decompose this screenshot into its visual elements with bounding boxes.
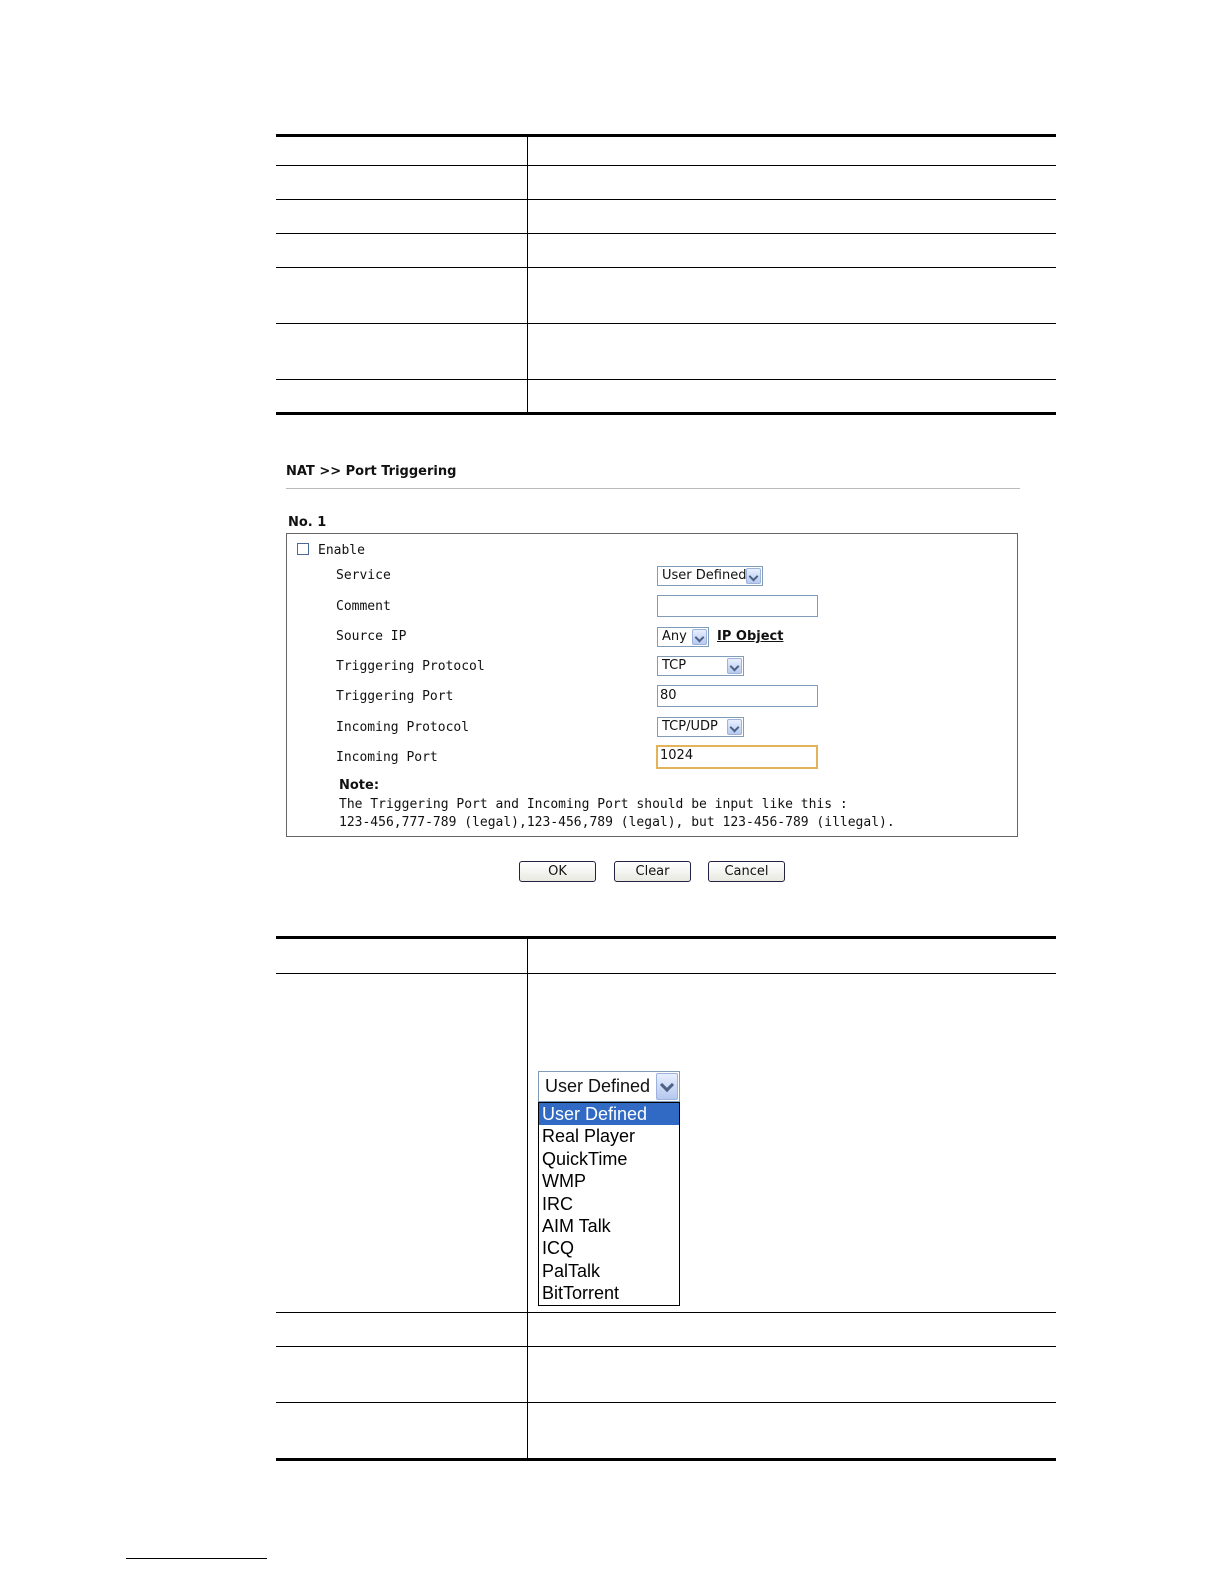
- title-divider: [286, 488, 1020, 489]
- enable-checkbox[interactable]: [297, 543, 309, 555]
- incoming-protocol-select-value: TCP/UDP: [662, 719, 718, 734]
- note-title: Note:: [339, 778, 380, 793]
- dropdown-option-real-player[interactable]: Real Player: [542, 1126, 636, 1147]
- table-row: [276, 323, 1056, 380]
- incoming-protocol-label: Incoming Protocol: [336, 720, 470, 735]
- service-dropdown-value: User Defined: [545, 1076, 651, 1096]
- table-row: [276, 1312, 1056, 1347]
- service-label: Service: [336, 568, 391, 583]
- dropdown-option-user-defined[interactable]: User Defined: [539, 1103, 679, 1125]
- enable-label: Enable: [318, 543, 365, 558]
- dropdown-option-aim-talk[interactable]: AIM Talk: [542, 1215, 611, 1236]
- dropdown-option-wmp[interactable]: WMP: [542, 1171, 586, 1192]
- ok-button[interactable]: OK: [519, 861, 596, 882]
- triggering-protocol-select-value: TCP: [662, 658, 687, 673]
- triggering-port-label: Triggering Port: [336, 689, 454, 704]
- table-row: [276, 233, 1056, 268]
- service-select-value: User Defined: [662, 568, 747, 583]
- dropdown-option-quicktime[interactable]: QuickTime: [542, 1148, 628, 1169]
- table-row: [276, 939, 1056, 974]
- chevron-down-icon: [692, 629, 707, 645]
- table-row: [276, 165, 1056, 200]
- cancel-button[interactable]: Cancel: [708, 861, 785, 882]
- incoming-port-input[interactable]: 1024: [656, 745, 818, 769]
- source-ip-select-value: Any: [662, 629, 687, 644]
- table-column-divider: [527, 137, 528, 413]
- chevron-down-icon: [727, 719, 742, 735]
- table-row: [276, 137, 1056, 166]
- comment-label: Comment: [336, 599, 391, 614]
- top-description-table: [276, 134, 1056, 415]
- chevron-down-icon: [746, 568, 761, 584]
- port-triggering-panel: [286, 533, 1018, 837]
- chevron-down-icon: [727, 658, 742, 674]
- dropdown-option-irc[interactable]: IRC: [542, 1193, 573, 1214]
- clear-button[interactable]: Clear: [614, 861, 691, 882]
- incoming-port-label: Incoming Port: [336, 750, 438, 765]
- table-row: [276, 1402, 1056, 1461]
- note-line-1: The Triggering Port and Incoming Port should be input like this :: [339, 797, 848, 812]
- dropdown-option-icq[interactable]: ICQ: [542, 1238, 575, 1259]
- table-column-divider: [527, 939, 528, 1459]
- chevron-down-icon: [656, 1073, 678, 1100]
- page-breadcrumb: NAT >> Port Triggering: [286, 464, 457, 479]
- service-dropdown-list: [538, 1102, 680, 1306]
- source-ip-label: Source IP: [336, 629, 407, 644]
- triggering-protocol-select[interactable]: [657, 656, 744, 676]
- dropdown-option-bittorrent[interactable]: BitTorrent: [542, 1283, 620, 1304]
- table-row: [276, 1346, 1056, 1403]
- source-ip-select[interactable]: [657, 627, 709, 647]
- incoming-protocol-select[interactable]: [657, 717, 744, 737]
- table-row: [276, 267, 1056, 324]
- dropdown-option-paltalk[interactable]: PalTalk: [542, 1260, 601, 1281]
- table-row: [276, 379, 1056, 415]
- table-row: [276, 199, 1056, 234]
- comment-input[interactable]: [657, 595, 818, 617]
- service-dropdown-expanded[interactable]: [538, 1071, 680, 1102]
- rule-number: No. 1: [288, 515, 327, 530]
- ip-object-link[interactable]: IP Object: [717, 629, 784, 644]
- note-line-2: 123-456,777-789 (legal),123-456,789 (legal), but 123-456-789 (illegal).: [339, 815, 895, 830]
- triggering-port-input[interactable]: 80: [657, 685, 818, 707]
- footnote-rule: [126, 1558, 267, 1559]
- triggering-protocol-label: Triggering Protocol: [336, 659, 485, 674]
- service-select[interactable]: [657, 566, 763, 586]
